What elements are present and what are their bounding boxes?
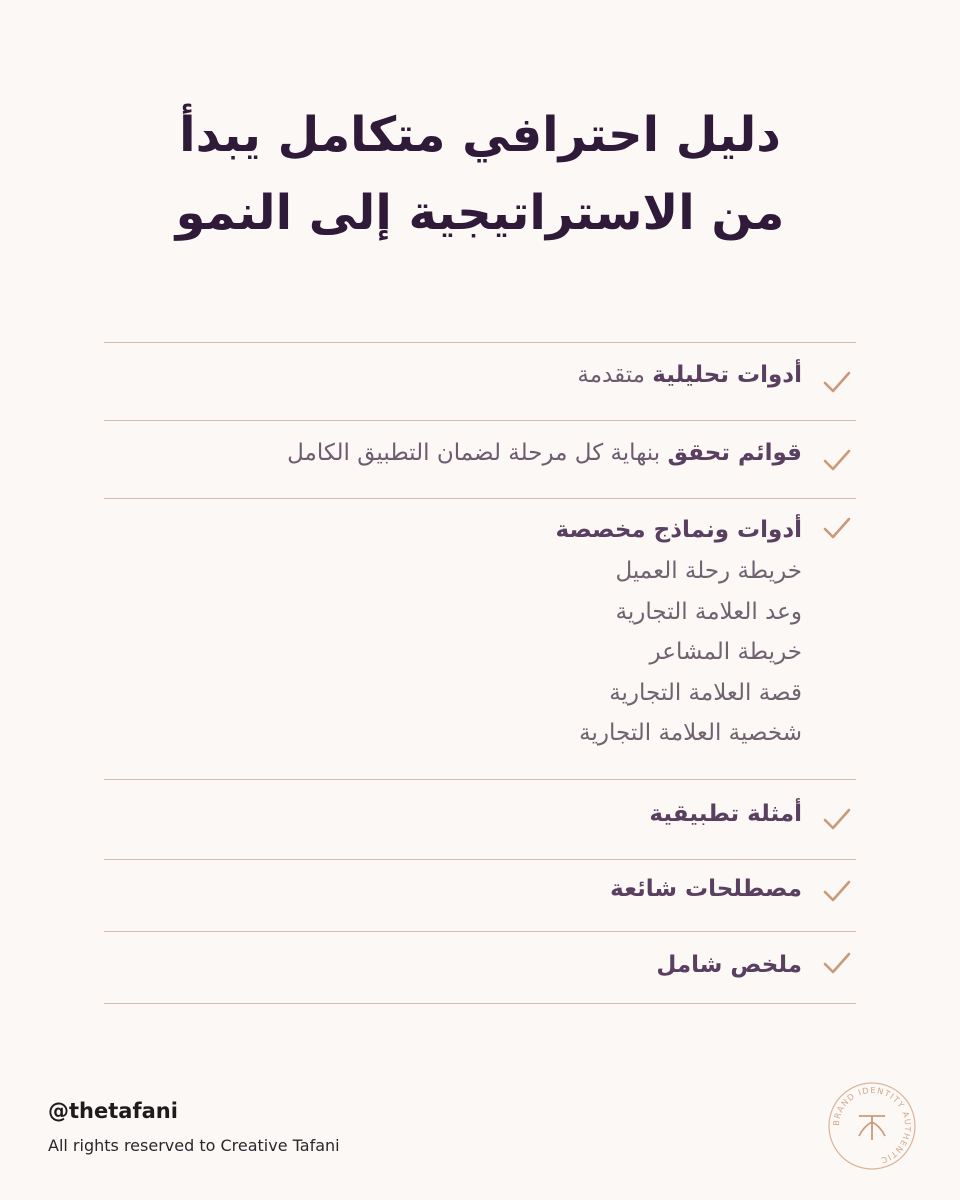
checkmark-icon: [822, 513, 852, 543]
brand-seal-icon: [826, 1080, 918, 1172]
sub-list-item: وعد العلامة التجارية: [615, 598, 802, 625]
list-item-text: [104, 780, 802, 827]
social-handle: @thetafani: [48, 1099, 178, 1123]
sub-list-item: خريطة المشاعر: [649, 639, 802, 665]
list-item-text: [104, 421, 802, 466]
copyright-text: All rights reserved to Creative Tafani: [48, 1136, 340, 1155]
list-item-title: قوائم تحقق: [667, 440, 802, 466]
sub-list-item: خريطة رحلة العميل: [615, 558, 802, 584]
list-item-text: [104, 860, 802, 902]
page-title: [0, 96, 960, 252]
list-item-detail: بنهاية كل مرحلة لضمان التطبيق الكامل: [287, 440, 668, 466]
title-line-1: دليل احترافي متكامل يبدأ: [179, 107, 781, 163]
list-item-text: [104, 343, 802, 388]
checkmark-icon: [822, 876, 852, 906]
list-item: [104, 860, 856, 932]
list-item-text: [104, 499, 802, 543]
sub-list-item: شخصية العلامة التجارية: [579, 720, 802, 746]
list-item: [104, 343, 856, 421]
list-item: [104, 499, 856, 780]
list-item-title: أدوات تحليلية: [652, 362, 802, 388]
list-item-text: [104, 932, 802, 978]
list-item: [104, 421, 856, 499]
list-item: [104, 780, 856, 860]
list-item-title: مصطلحات شائعة: [610, 876, 802, 902]
sub-list-item: قصة العلامة التجارية: [609, 679, 802, 706]
seal-text: BRAND IDENTITY AUTHENTIC: [830, 1084, 914, 1166]
sub-list: [104, 543, 802, 754]
list-item-title: أمثلة تطبيقية: [649, 801, 802, 827]
checkmark-icon: [822, 804, 852, 834]
list-item-detail: متقدمة: [577, 362, 653, 388]
checkmark-icon: [822, 948, 852, 978]
list-item: [104, 932, 856, 1004]
list-item-title: أدوات ونماذج مخصصة: [555, 517, 802, 543]
checkmark-icon: [822, 445, 852, 475]
title-line-2: من الاستراتيجية إلى النمو: [175, 185, 785, 241]
feature-list: [104, 342, 856, 1004]
checkmark-icon: [822, 367, 852, 397]
list-item-title: ملخص شامل: [656, 952, 802, 978]
